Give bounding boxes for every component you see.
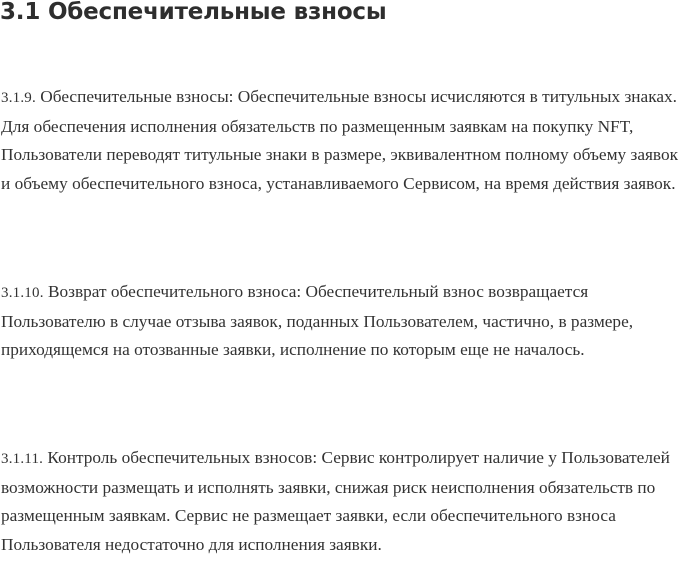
paragraph-text: Возврат обеспечительного взноса: Обеспечительный взнос возвращается Пользователю в случае отзыва заявок, поданных Пользователем, частично, в размере, приходящемся на отозванные заявки, исполнение по которым еще не началось. [1,282,634,359]
paragraph-number: 3.1.9. [1,90,36,106]
paragraph-3-1-11 [1,444,683,559]
paragraph-text: Обеспечительные взносы: Обеспечительные взносы исчисляются в титульных знаках. Для обеспечения исполнения обязательств по размещенным заявкам на покупку NFT, Пользователи переводят титульные знаки в размере, эквивалентном полному объему заявок и объему обеспечительного взноса, устанавливаемого Сервисом, на время действия заявок. [1,87,679,193]
paragraph-3-1-9 [1,83,683,198]
section-title: 3.1 Обеспечительные взносы [0,0,387,25]
paragraph-3-1-10 [1,278,683,365]
paragraph-text: Контроль обеспечительных взносов: Сервис контролирует наличие у Пользователей возможности размещать и исполнять заявки, снижая риск неисполнения обязательств по размещенным заявкам. Сервис не размещает заявки, если обеспечительного взноса Пользователя недостаточно для исполнения заявки. [1,448,670,554]
paragraph-number: 3.1.11. [1,451,44,467]
paragraph-number: 3.1.10. [1,285,44,301]
